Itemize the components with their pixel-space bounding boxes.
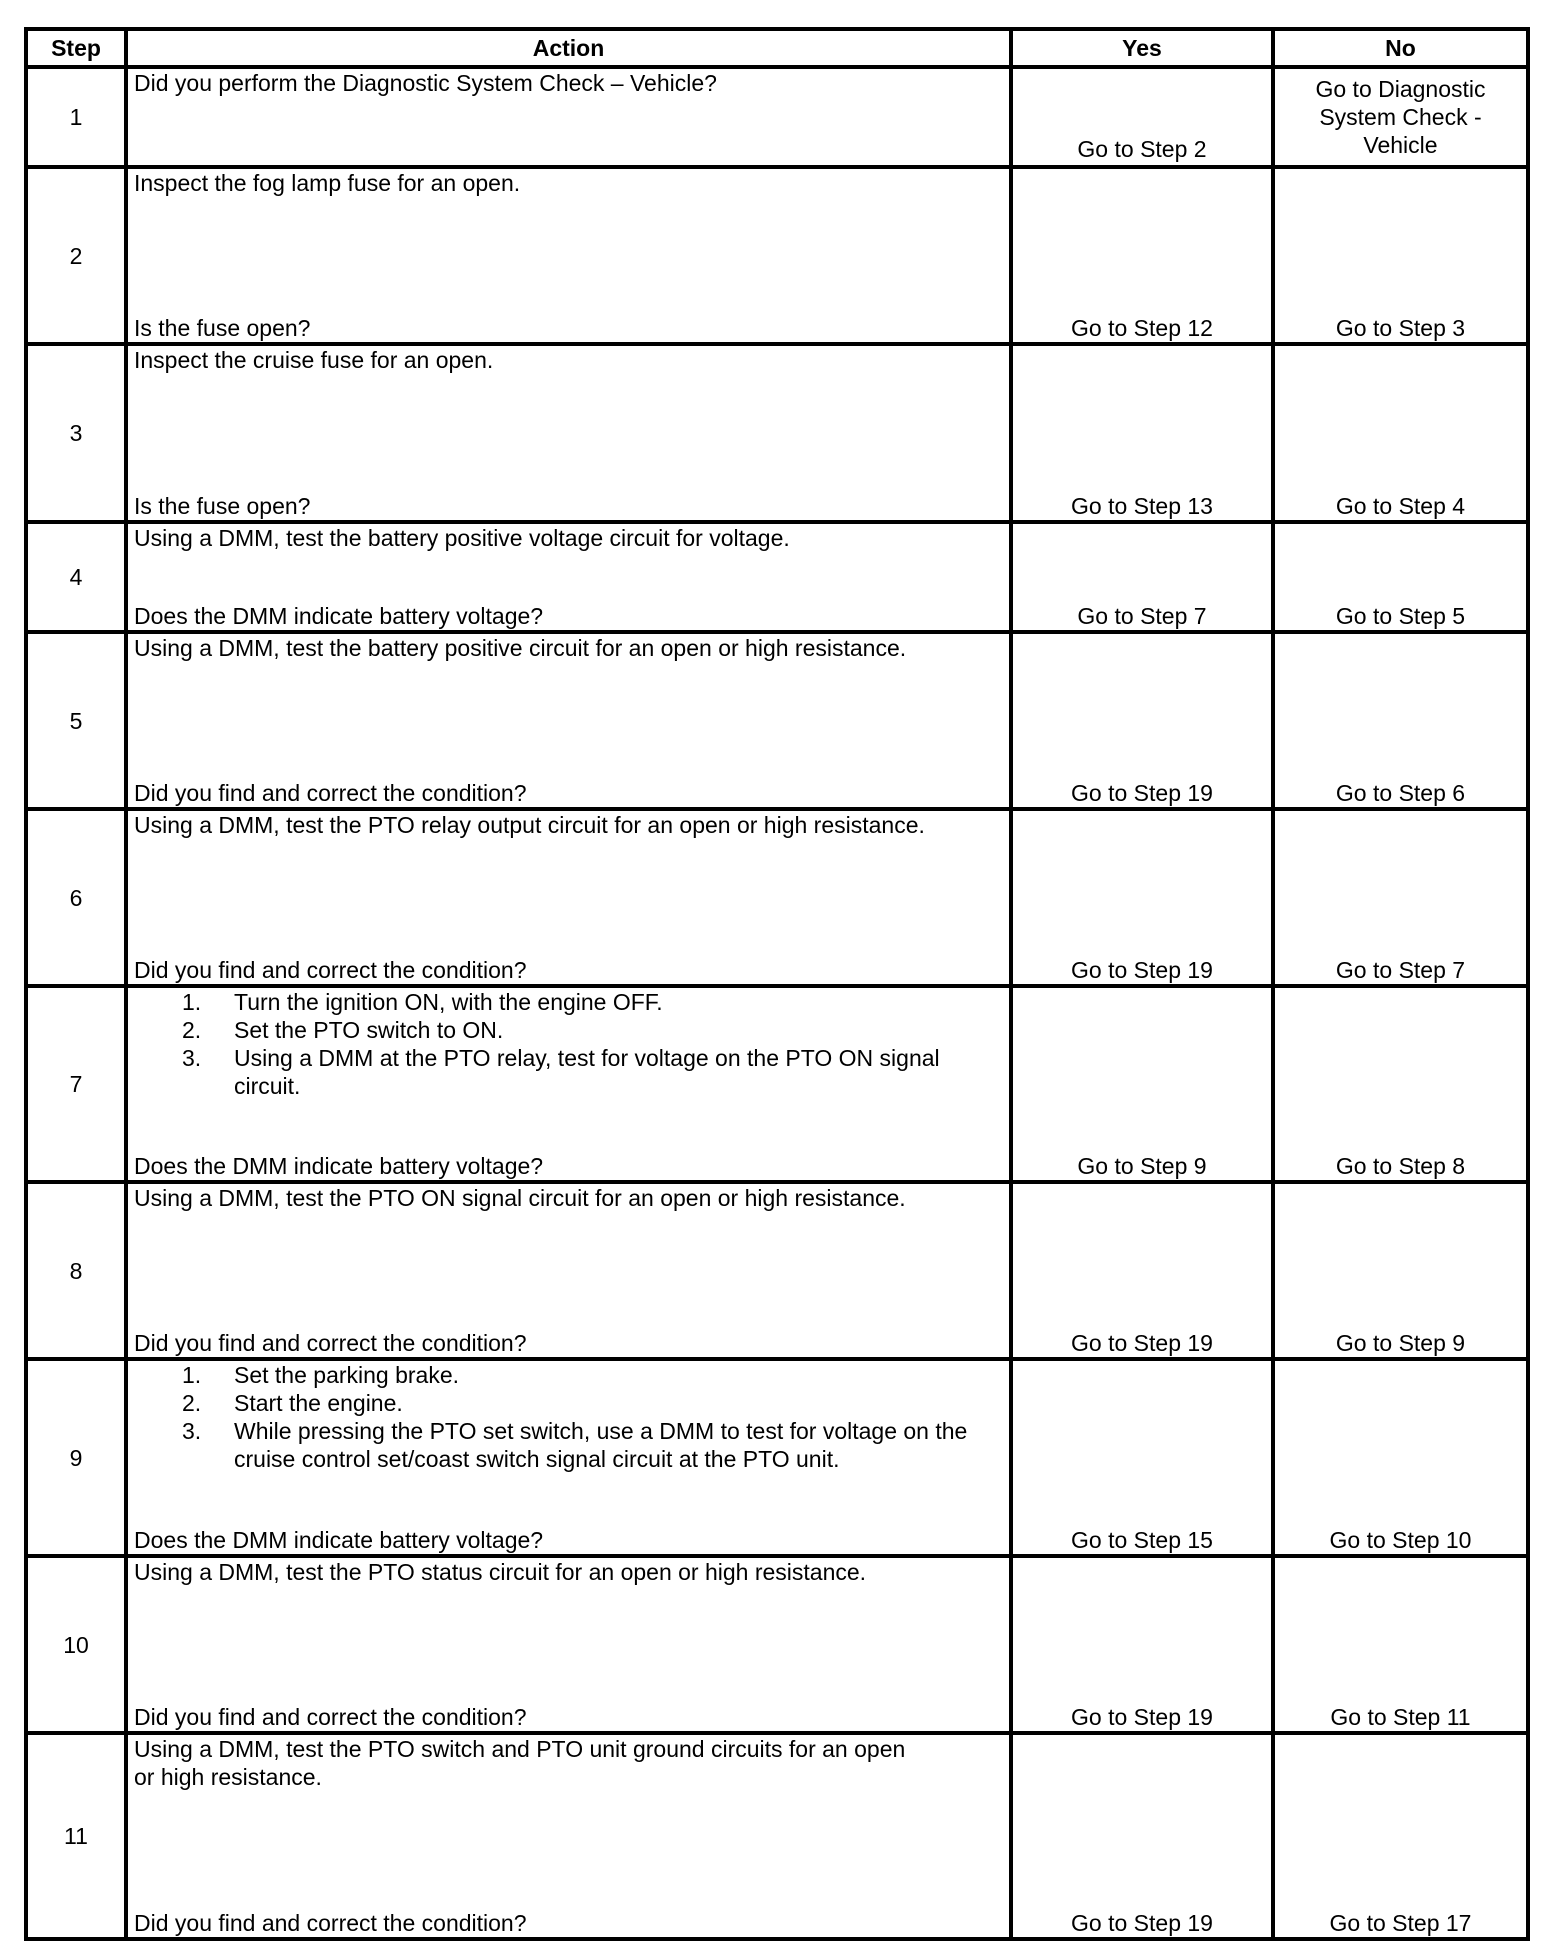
yes-cell: Go to Step 15 (1011, 1359, 1273, 1556)
step-number: 1 (26, 67, 126, 167)
step-number: 4 (26, 522, 126, 632)
yes-cell: Go to Step 7 (1011, 522, 1273, 632)
action-cell (126, 167, 1011, 344)
table-row (26, 344, 1528, 522)
no-cell: Go to Step 10 (1273, 1359, 1528, 1556)
action-text: Inspect the fog lamp fuse for an open. (134, 170, 521, 196)
list-item (182, 1417, 1005, 1473)
action-text: Using a DMM, test the PTO ON signal circuit for an open or high resistance. (134, 1185, 906, 1211)
step-number: 10 (26, 1556, 126, 1733)
table-row (26, 1182, 1528, 1359)
table-row (26, 1359, 1528, 1556)
action-question: Is the fuse open? (134, 493, 311, 519)
action-cell (126, 67, 1011, 167)
substep-number: 3. (182, 1045, 202, 1071)
action-question: Does the DMM indicate battery voltage? (134, 1153, 544, 1179)
table-row (26, 632, 1528, 809)
step-number: 9 (26, 1359, 126, 1556)
no-cell: Go to Step 17 (1273, 1733, 1528, 1939)
list-item (182, 1361, 1005, 1389)
substep-text: Set the parking brake. (234, 1362, 460, 1388)
yes-cell: Go to Step 19 (1011, 1556, 1273, 1733)
substep-number: 1. (182, 1362, 202, 1388)
yes-cell: Go to Step 12 (1011, 167, 1273, 344)
action-text: Using a DMM, test the PTO status circuit for an open or high resistance. (134, 1559, 867, 1585)
substep-number: 3. (182, 1418, 202, 1444)
step-number: 7 (26, 986, 126, 1182)
list-item (182, 1044, 1005, 1100)
step-number: 3 (26, 344, 126, 522)
list-item (182, 1389, 1005, 1417)
header-no: No (1273, 29, 1528, 67)
substep-number: 2. (182, 1390, 202, 1416)
action-cell (126, 809, 1011, 986)
action-cell (126, 632, 1011, 809)
action-question: Did you find and correct the condition? (134, 1330, 527, 1356)
action-text: Using a DMM, test the PTO switch and PTO unit ground circuits for an open or high resistance. (134, 1736, 906, 1790)
no-cell: Go to Diagnostic System Check - Vehicle (1273, 67, 1528, 167)
action-text: Using a DMM, test the PTO relay output circuit for an open or high resistance. (134, 812, 925, 838)
header-row (26, 29, 1528, 67)
header-yes: Yes (1011, 29, 1273, 67)
substep-text: Start the engine. (234, 1390, 403, 1416)
yes-cell: Go to Step 19 (1011, 1182, 1273, 1359)
action-question: Does the DMM indicate battery voltage? (134, 1527, 544, 1553)
no-cell: Go to Step 3 (1273, 167, 1528, 344)
substep-text: Set the PTO switch to ON. (234, 1017, 504, 1043)
action-text: Inspect the cruise fuse for an open. (134, 347, 494, 373)
table-row (26, 167, 1528, 344)
header-action: Action (126, 29, 1011, 67)
diagnostic-table (24, 27, 1530, 1941)
action-question: Did you find and correct the condition? (134, 1910, 527, 1936)
action-text: Did you perform the Diagnostic System Check – Vehicle? (134, 70, 717, 96)
action-text: Using a DMM, test the battery positive voltage circuit for voltage. (134, 525, 790, 551)
action-question: Did you find and correct the condition? (134, 1704, 527, 1730)
yes-cell: Go to Step 13 (1011, 344, 1273, 522)
yes-cell: Go to Step 19 (1011, 1733, 1273, 1939)
list-item (182, 1016, 1005, 1044)
action-cell (126, 344, 1011, 522)
table-row (26, 1556, 1528, 1733)
action-cell (126, 1182, 1011, 1359)
table-row (26, 809, 1528, 986)
substep-text: While pressing the PTO set switch, use a DMM to test for voltage on the cruise control set/coast switch signal circuit at the PTO unit. (234, 1418, 968, 1472)
step-number: 8 (26, 1182, 126, 1359)
action-question: Is the fuse open? (134, 315, 311, 341)
action-cell (126, 1733, 1011, 1939)
yes-cell: Go to Step 9 (1011, 986, 1273, 1182)
table-row (26, 1733, 1528, 1939)
substep-text: Using a DMM at the PTO relay, test for voltage on the PTO ON signal circuit. (234, 1045, 940, 1099)
header-step: Step (26, 29, 126, 67)
action-cell (126, 986, 1011, 1182)
no-cell: Go to Step 4 (1273, 344, 1528, 522)
yes-cell: Go to Step 2 (1011, 67, 1273, 167)
yes-cell: Go to Step 19 (1011, 809, 1273, 986)
table-row (26, 522, 1528, 632)
table-row (26, 67, 1528, 167)
action-cell (126, 522, 1011, 632)
step-number: 6 (26, 809, 126, 986)
step-number: 11 (26, 1733, 126, 1939)
action-cell (126, 1556, 1011, 1733)
substep-list (134, 988, 1005, 1100)
no-cell: Go to Step 6 (1273, 632, 1528, 809)
substep-list (134, 1361, 1005, 1473)
yes-cell: Go to Step 19 (1011, 632, 1273, 809)
step-number: 5 (26, 632, 126, 809)
no-cell: Go to Step 9 (1273, 1182, 1528, 1359)
list-item (182, 988, 1005, 1016)
substep-text: Turn the ignition ON, with the engine OFF. (234, 989, 663, 1015)
action-question: Did you find and correct the condition? (134, 780, 527, 806)
action-question: Does the DMM indicate battery voltage? (134, 603, 544, 629)
action-text: Using a DMM, test the battery positive circuit for an open or high resistance. (134, 635, 907, 661)
no-cell: Go to Step 5 (1273, 522, 1528, 632)
action-question: Did you find and correct the condition? (134, 957, 527, 983)
substep-number: 1. (182, 989, 202, 1015)
no-cell: Go to Step 11 (1273, 1556, 1528, 1733)
action-cell (126, 1359, 1011, 1556)
no-cell: Go to Step 8 (1273, 986, 1528, 1182)
no-cell: Go to Step 7 (1273, 809, 1528, 986)
substep-number: 2. (182, 1017, 202, 1043)
step-number: 2 (26, 167, 126, 344)
table-row (26, 986, 1528, 1182)
